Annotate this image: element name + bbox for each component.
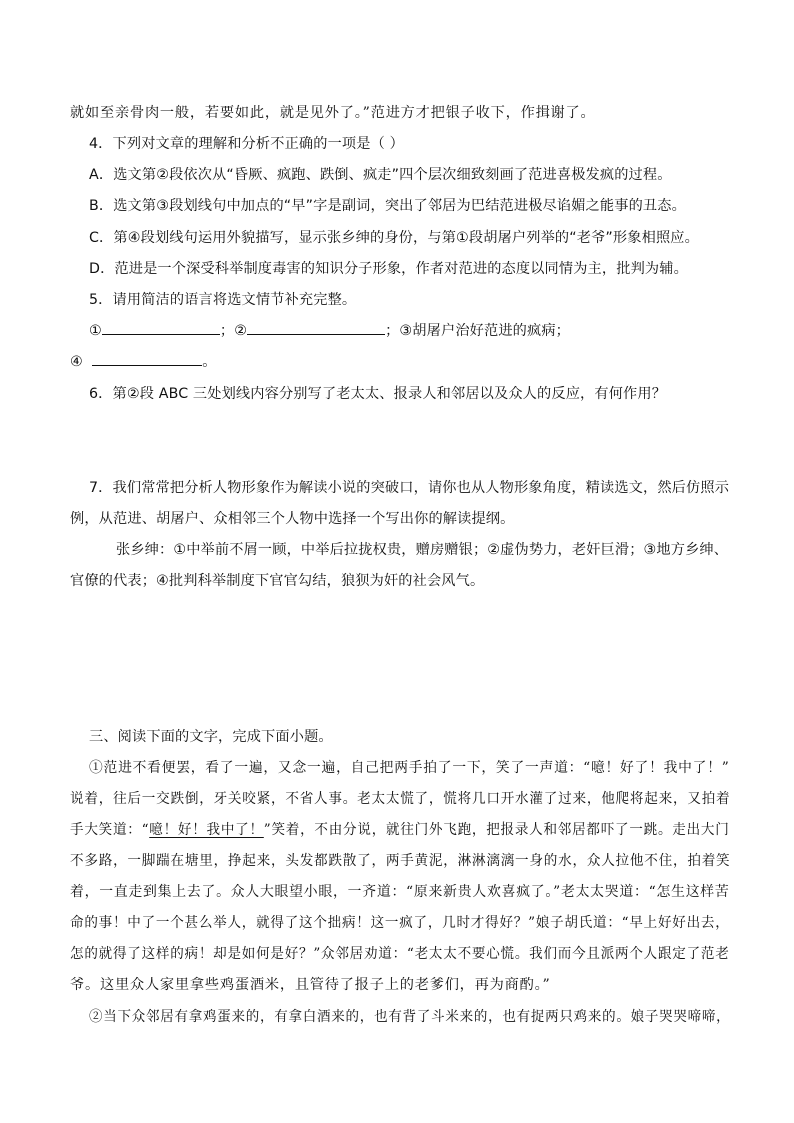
q4-option-a: A．选文第②段依次从“昏厥、疯跑、跌倒、疯走”四个层次细致刻画了范进喜极发疯的过程。	[89, 167, 672, 183]
q5-blank-1-label: ①	[89, 323, 102, 339]
q5-blank-2[interactable]	[247, 320, 385, 335]
q5-blank-3-text: ；③胡屠户治好范进的疯病；	[385, 323, 571, 339]
q7-line-2: 例，从范进、胡屠户、众相邻三个人物中选择一个写出你的解读提纲。	[70, 511, 515, 527]
q5-end: 。	[202, 354, 217, 370]
q4-stem: 4．下列对文章的理解和分析不正确的一项是（ ）	[89, 136, 404, 152]
q5-stem: 5．请用简洁的语言将选文情节补充完整。	[89, 292, 357, 308]
q5-blank-2-label: ；②	[219, 323, 248, 339]
passage-text: 手大笑道：“	[70, 822, 150, 838]
passage-p1-line-5: 着，一直走到集上去了。众人大眼望小眼，一齐道：“原来新贵人欢喜疯了。”老太太哭道：“怎生这样苦	[70, 884, 730, 900]
passage-p1-line-8: 爷。这里众人家里拿些鸡蛋酒米，且管待了报子上的老爹们，再为商酌。”	[70, 977, 551, 993]
passage-p1-line-2: 说着，往后一交跌倒，牙关咬紧，不省人事。老太太慌了，慌将几口开水灌了过来，他爬将起来，又拍着	[70, 791, 731, 807]
q5-blank-4[interactable]	[92, 351, 202, 366]
underlined-sentence: 噫！好！我中了！	[149, 822, 264, 838]
passage-p1-line-4: 不多路，一脚踹在塘里，挣起来，头发都跌散了，两手黄泥，淋淋漓漓一身的水，众人拉他不住，拍着笑	[70, 853, 731, 869]
q6-text: 6．第②段 ABC 三处划线内容分别写了老太太、报录人和邻居以及众人的反应，有何作用？	[89, 386, 667, 402]
passage-p1-line-3	[70, 819, 730, 841]
passage-p2-line-1: ②当下众邻居有拿鸡蛋来的，有拿白酒来的，也有背了斗米来的，也有捉两只鸡来的。娘子哭哭啼啼，	[89, 1009, 731, 1025]
section-3-heading: 三、阅读下面的文字，完成下面小题。	[89, 729, 333, 745]
passage-p1-line-6: 命的事！中了一个甚么举人，就得了这个拙病！这一疯了，几时才得好？”娘子胡氏道：“早上好好出去，	[70, 915, 730, 931]
q5-blank-1[interactable]	[102, 320, 220, 335]
q4-option-b: B．选文第③段划线句中加点的“早”字是副词，突出了邻居为巴结范进极尽谄媚之能事的丑态。	[89, 198, 686, 214]
q4-option-d: D．范进是一个深受科举制度毒害的知识分子形象，作者对范进的态度以同情为主，批判为辅。	[89, 261, 688, 277]
passage-text: ”笑着，不由分说，就往门外飞跑，把报录人和邻居都吓了一跳。走出大门	[263, 822, 730, 838]
top-line: 就如至亲骨肉一般，若要如此，就是见外了。”范进方才把银子收下，作揖谢了。	[70, 105, 596, 121]
q5-blank-row-2	[70, 351, 217, 373]
q5-blank-4-label: ④	[70, 354, 83, 370]
q4-option-c: C．第④段划线句运用外貌描写，显示张乡绅的身份，与第①段胡屠户列举的“老爷”形象相照应。	[89, 230, 699, 246]
passage-p1-line-7: 怎的就得了这样的病！却是如何是好？”众邻居劝道：“老太太不要心慌。我们而今且派两个人跟定了范老	[70, 946, 730, 962]
q7-example-line-2: 官僚的代表；④批判科举制度下官官勾结，狼狈为奸的社会风气。	[70, 573, 485, 589]
q7-line-1: 7．我们常常把分析人物形象作为解读小说的突破口，请你也从人物形象角度，精读选文，然后仿照示	[89, 480, 730, 496]
q5-blanks-row	[89, 320, 570, 342]
q7-example-line-1: 张乡绅：①中举前不屑一顾，中举后拉拢权贵，赠房赠银；②虚伪势力，老奸巨滑；③地方乡绅、	[116, 542, 729, 558]
passage-p1-line-1: ①范进不看便罢，看了一遍，又念一遍，自己把两手拍了一下，笑了一声道：“噫！好了！我中了！”	[89, 760, 730, 776]
